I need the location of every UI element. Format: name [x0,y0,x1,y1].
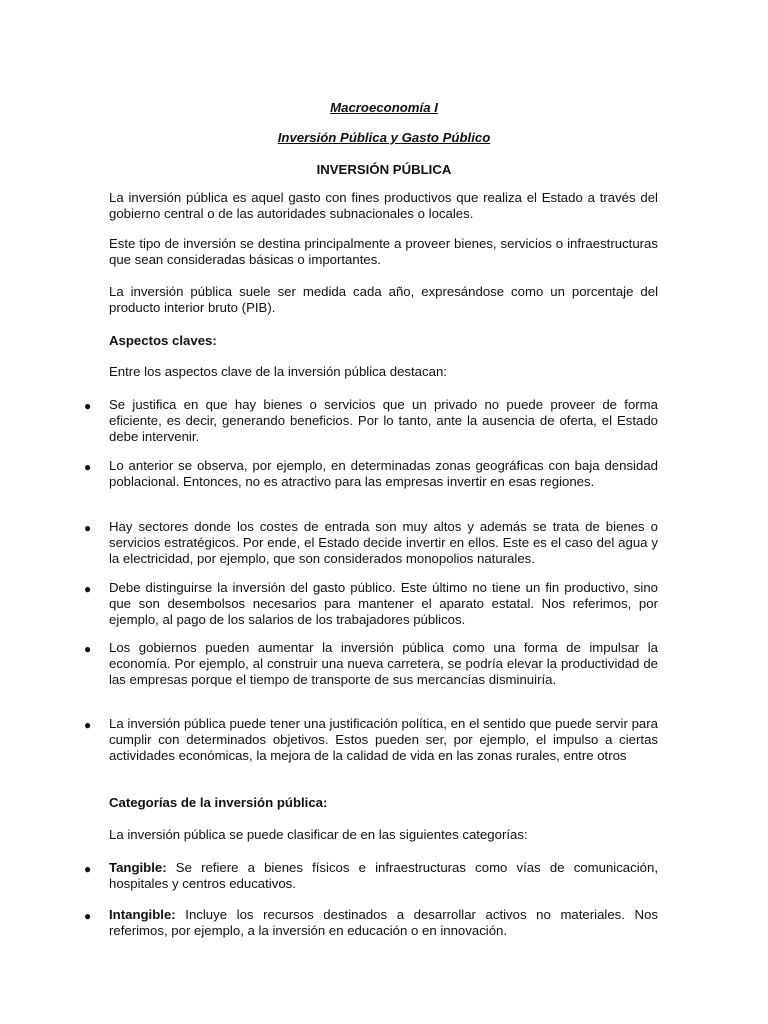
bullet-icon: ● [84,862,92,876]
bullet-icon: ● [84,582,92,596]
bullet-icon: ● [84,718,92,732]
paragraph-purpose: Este tipo de inversión se destina principalmente a proveer bienes, servicios o infraestructuras que sean consideradas básicas o importantes. [109,236,658,267]
key-aspect-text: Hay sectores donde los costes de entrada son muy altos y además se trata de bienes o servicios estratégicos. Por ende, el Estado decide invertir en ellos. Este es el caso del agua y la electricidad, por ejemplo, que son considerados monopolios naturales. [109,519,658,566]
category-description [109,860,658,892]
section-title: INVERSIÓN PÚBLICA [316,162,452,177]
key-aspects-intro: Entre los aspectos clave de la inversión pública destacan: [109,364,447,379]
categories-heading: Categorías de la inversión pública: [109,795,328,810]
category-description [109,907,658,939]
key-aspects-heading: Aspectos claves: [109,333,217,348]
key-aspect-text: Debe distinguirse la inversión del gasto público. Este último no tiene un fin productivo, sino que son desembolsos necesarios para mantener el aparato estatal. Nos referimos, por ejemplo, al pago de los salarios de los trabajadores públicos. [109,580,658,627]
category-text: Incluye los recursos destinados a desarrollar activos no materiales. Nos referimos, por ejemplo, a la inversión en educación o en innovación. [109,907,658,938]
paragraph-measurement: La inversión pública suele ser medida cada año, expresándose como un porcentaje del producto interior bruto (PIB). [109,284,658,315]
key-aspect-text: La inversión pública puede tener una justificación política, en el sentido que puede servir para cumplir con determinados objetivos. Estos pueden ser, por ejemplo, el impulso a ciertas actividades económicas, la mejora de la calidad de vida en las zonas rurales, entre otros [109,716,658,763]
course-title: Macroeconomía I [330,100,438,115]
bullet-icon: ● [84,909,92,923]
categories-intro: La inversión pública se puede clasificar de en las siguientes categorías: [109,827,528,842]
paragraph-definition: La inversión pública es aquel gasto con fines productivos que realiza el Estado a través del gobierno central o de las autoridades subnacionales o locales. [109,190,658,221]
key-aspect-text: Los gobiernos pueden aumentar la inversión pública como una forma de impulsar la economía. Por ejemplo, al construir una nueva carretera, se podría elevar la productividad de las empresas porque el tiempo de transporte de sus mercancías disminuiría. [109,640,658,687]
key-aspect-text: Se justifica en que hay bienes o servicios que un privado no puede proveer de forma eficiente, es decir, generando beneficios. Por lo tanto, ante la ausencia de oferta, el Estado debe intervenir. [109,397,658,444]
key-aspect-text: Lo anterior se observa, por ejemplo, en determinadas zonas geográficas con baja densidad poblacional. Entonces, no es atractivo para las empresas invertir en esas regiones. [109,458,658,489]
bullet-icon: ● [84,399,92,413]
category-term: Intangible: [109,907,176,922]
bullet-icon: ● [84,521,92,535]
document-subtitle: Inversión Pública y Gasto Público [277,130,491,145]
bullet-icon: ● [84,642,92,656]
category-text: Se refiere a bienes físicos e infraestructuras como vías de comunicación, hospitales y centros educativos. [109,860,658,891]
category-term: Tangible: [109,860,167,875]
bullet-icon: ● [84,460,92,474]
